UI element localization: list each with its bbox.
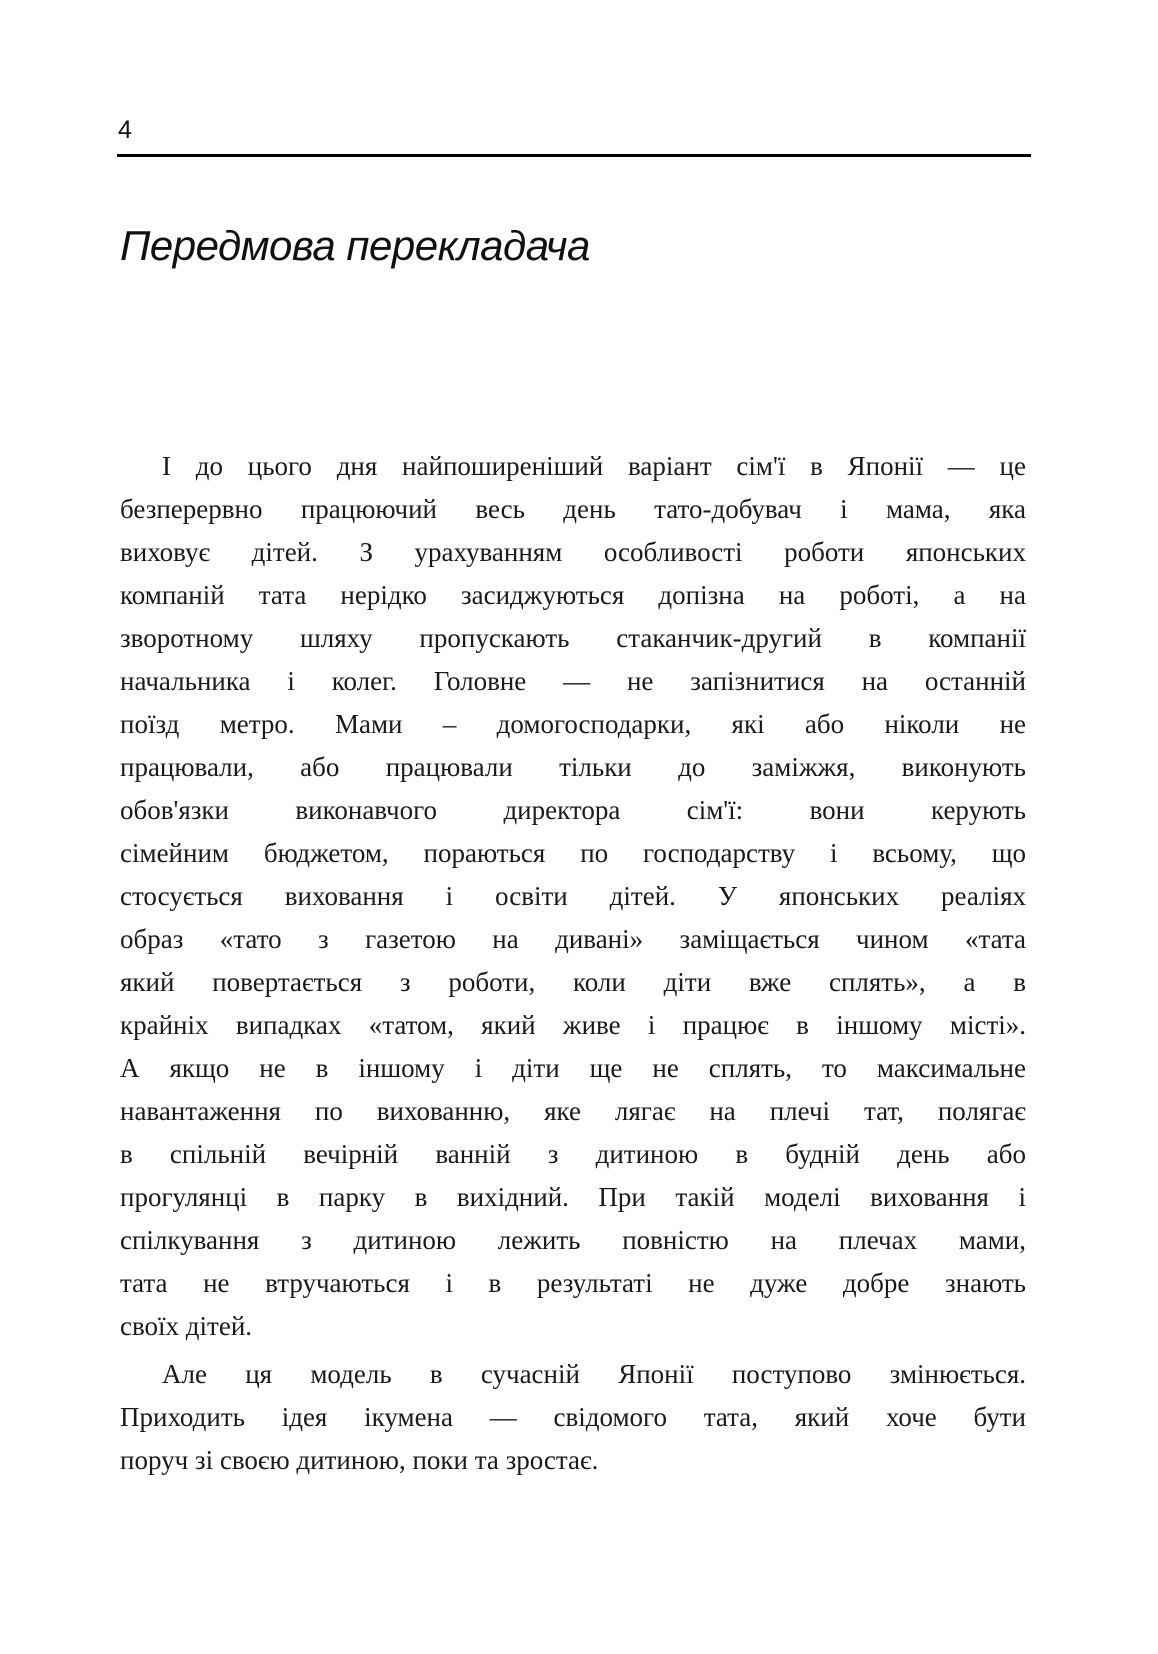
page-number: 4 [118,116,132,144]
text-line: зворотному шляху пропускають стаканчик-другий в компанії [120,623,1026,653]
text-line: А якщо не в іншому і діти ще не сплять, то максимальне [120,1053,1026,1083]
paragraph-1 [120,445,1026,1348]
text-line: тата не втручаються і в результаті не дуже добре знають [120,1268,1026,1298]
text-line: своїх дітей. [120,1311,253,1341]
paragraph-2 [120,1353,1026,1482]
text-line: навантаження по вихованню, яке лягає на плечі тат, полягає [120,1096,1026,1126]
chapter-title: Передмова перекладача [120,222,590,269]
text-line: образ «тато з газетою на дивані» заміщається чином «тата [120,924,1026,954]
text-line: працювали, або працювали тільки до заміжжя, виконують [120,752,1026,782]
text-line: Приходить ідея ікумена — свідомого тата, який хоче бути [120,1402,1026,1432]
text-line: який повертається з роботи, коли діти вже сплять», а в [120,967,1026,997]
text-line: спілкування з дитиною лежить повністю на плечах мами, [120,1225,1026,1255]
text-line: І до цього дня найпоширеніший варіант сім'ї в Японії — це [162,451,1026,481]
header-rule [117,154,1031,157]
text-line: сімейним бюджетом, пораються по господарству і всьому, що [120,838,1026,868]
text-line: прогулянці в парку в вихідний. При такій моделі виховання і [120,1182,1026,1212]
text-line: безперервно працюючий весь день тато-добувач і мама, яка [120,494,1026,524]
text-line: обов'язки виконавчого директора сім'ї: вони керують [120,795,1026,825]
text-line: крайніх випадках «татом, який живе і працює в іншому місті». [120,1010,1026,1040]
text-line: начальника і колег. Головне — не запізнитися на останній [120,666,1026,696]
text-line: поруч зі своєю дитиною, поки та зростає. [120,1445,599,1475]
text-line: поїзд метро. Мами – домогосподарки, які або ніколи не [120,709,1026,739]
text-line: стосується виховання і освіти дітей. У японських реаліях [120,881,1026,911]
text-line: виховує дітей. З урахуванням особливості роботи японських [120,537,1026,567]
body-text [120,445,1026,1482]
text-line: Але ця модель в сучасній Японії поступово змінюється. [162,1359,1026,1389]
text-line: в спільній вечірній ванній з дитиною в будній день або [120,1139,1026,1169]
text-line: компаній тата нерідко засиджуються допізна на роботі, а на [120,580,1026,610]
